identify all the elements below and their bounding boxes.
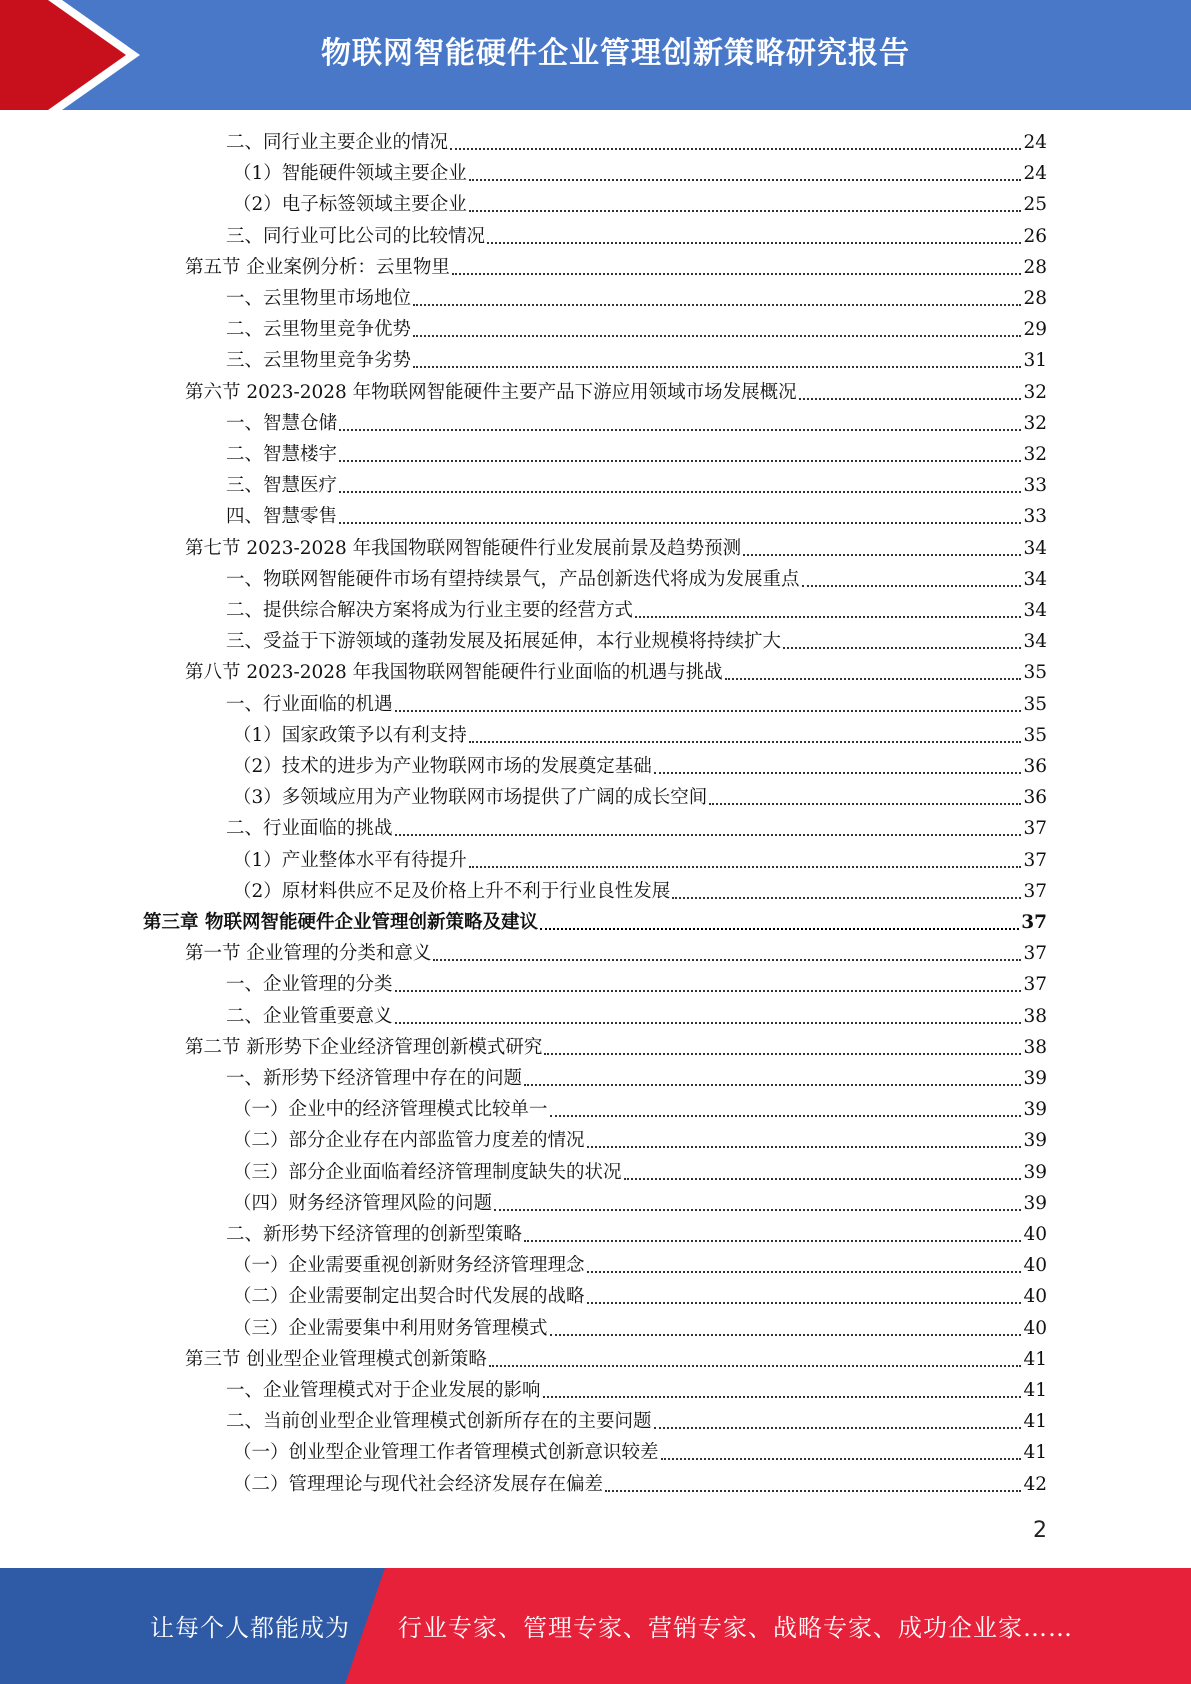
toc-leader-dots — [587, 1145, 1022, 1148]
toc-entry[interactable] — [226, 314, 1047, 345]
toc-entry-label: 一、企业管理的分类 — [226, 974, 393, 996]
toc-entry-label: 三、云里物里竞争劣势 — [226, 350, 412, 372]
toc-entry-label: 三、同行业可比公司的比较情况 — [226, 225, 486, 247]
toc-entry-page: 24 — [1023, 163, 1047, 185]
toc-entry-page: 34 — [1023, 537, 1047, 559]
toc-entry-page: 28 — [1023, 256, 1047, 278]
toc-entry-page: 33 — [1023, 506, 1047, 528]
toc-entry[interactable] — [226, 595, 1047, 626]
toc-leader-dots — [587, 1270, 1022, 1273]
toc-leader-dots — [544, 1052, 1021, 1055]
toc-leader-dots — [654, 771, 1022, 774]
toc-entry-label: （二）管理理论与现代社会经济发展存在偏差 — [233, 1473, 604, 1495]
toc-entry-label: （一）创业型企业管理工作者管理模式创新意识较差 — [233, 1442, 659, 1464]
toc-entry[interactable] — [185, 1344, 1047, 1375]
toc-entry-label: （四）财务经济管理风险的问题 — [233, 1192, 493, 1214]
toc-entry-page: 37 — [1023, 943, 1047, 965]
toc-entry[interactable] — [185, 1032, 1047, 1063]
toc-leader-dots — [413, 365, 1021, 368]
toc-entry[interactable] — [233, 1469, 1047, 1500]
toc-entry-label: （一）企业需要重视创新财务经济管理理念 — [233, 1255, 585, 1277]
toc-entry-label: 一、新形势下经济管理中存在的问题 — [226, 1068, 523, 1089]
toc-entry-label: 二、智慧楼宇 — [226, 444, 338, 465]
toc-entry[interactable] — [185, 533, 1047, 564]
toc-entry[interactable] — [233, 1125, 1047, 1156]
toc-entry-label: （3）多领域应用为产业物联网市场提供了广阔的成长空间 — [233, 787, 708, 809]
toc-entry-label: 一、企业管理模式对于企业发展的影响 — [226, 1380, 541, 1401]
toc-entry-label: 第三节 创业型企业管理模式创新策略 — [185, 1348, 487, 1370]
toc-leader-dots — [395, 1021, 1022, 1024]
toc-entry[interactable] — [233, 1437, 1047, 1468]
toc-entry-label: 二、当前创业型企业管理模式创新所存在的主要问题 — [226, 1411, 652, 1433]
page-number: 2 — [1033, 1518, 1047, 1543]
toc-entry-label: 二、企业管重要意义 — [226, 1005, 393, 1027]
toc-entry[interactable] — [226, 345, 1047, 376]
toc-entry[interactable] — [226, 689, 1047, 720]
toc-leader-dots — [413, 334, 1021, 337]
toc-entry-label: 第八节 2023-2028 年我国物联网智能硬件行业面临的机遇与挑战 — [185, 662, 723, 684]
toc-entry-page: 32 — [1023, 412, 1047, 434]
toc-entry[interactable] — [233, 1188, 1047, 1219]
toc-entry-label: （1）产业整体水平有待提升 — [233, 849, 467, 871]
report-title: 物联网智能硬件企业管理创新策略研究报告 — [321, 36, 910, 71]
toc-entry-page: 36 — [1023, 787, 1047, 809]
toc-entry-page: 35 — [1023, 724, 1047, 746]
toc-entry-label: 第三章 物联网智能硬件企业管理创新策略及建议 — [143, 912, 538, 933]
toc-entry-page: 41 — [1023, 1411, 1047, 1433]
page-footer — [0, 1568, 1191, 1684]
toc-entry[interactable] — [226, 564, 1047, 595]
toc-entry-page: 24 — [1023, 132, 1047, 153]
toc-leader-dots — [654, 1426, 1022, 1429]
toc-entry[interactable] — [233, 1094, 1047, 1125]
toc-entry-page: 34 — [1023, 568, 1047, 590]
toc-entry[interactable] — [226, 283, 1047, 314]
toc-entry-label: （2）电子标签领域主要企业 — [233, 194, 467, 216]
toc-entry-page: 37 — [1023, 880, 1047, 902]
toc-entry-page: 42 — [1023, 1473, 1047, 1495]
toc-entry[interactable] — [226, 501, 1047, 532]
toc-entry[interactable] — [143, 907, 1047, 938]
toc-entry[interactable] — [233, 1157, 1047, 1188]
toc-entry[interactable] — [185, 657, 1047, 688]
toc-entry[interactable] — [226, 1001, 1047, 1032]
toc-leader-dots — [783, 646, 1021, 649]
toc-entry-label: （1）国家政策予以有利支持 — [233, 724, 467, 746]
toc-leader-dots — [339, 459, 1021, 462]
toc-entry[interactable] — [226, 439, 1047, 470]
footer-slogan-left: 让每个人都能成为 — [150, 1614, 350, 1642]
toc-entry[interactable] — [226, 813, 1047, 844]
toc-entry[interactable] — [233, 751, 1047, 782]
toc-leader-dots — [661, 1457, 1022, 1460]
toc-leader-dots — [543, 1395, 1022, 1398]
toc-entry[interactable] — [233, 1250, 1047, 1281]
toc-entry-page: 40 — [1023, 1286, 1047, 1308]
toc-entry-label: 一、物联网智能硬件市场有望持续景气，产品创新迭代将成为发展重点 — [226, 568, 800, 590]
toc-entry-label: 一、智慧仓储 — [226, 412, 338, 434]
toc-entry-page: 39 — [1023, 1099, 1047, 1121]
toc-entry-page: 41 — [1023, 1348, 1047, 1370]
toc-entry[interactable] — [226, 626, 1047, 657]
toc-leader-dots — [450, 147, 1021, 150]
toc-leader-dots — [524, 1083, 1021, 1086]
toc-entry[interactable] — [185, 252, 1047, 283]
toc-leader-dots — [395, 709, 1022, 712]
toc-entry-label: （三）部分企业面临着经济管理制度缺失的状况 — [233, 1161, 622, 1183]
toc-entry-page: 32 — [1023, 381, 1047, 403]
toc-entry[interactable] — [226, 408, 1047, 439]
toc-entry[interactable] — [233, 189, 1047, 220]
toc-entry-label: （2）原材料供应不足及价格上升不利于行业良性发展 — [233, 880, 671, 902]
toc-entry-label: 二、云里物里竞争优势 — [226, 319, 412, 341]
toc-entry[interactable] — [233, 1281, 1047, 1312]
toc-entry-page: 37 — [1023, 818, 1047, 840]
toc-entry-page: 34 — [1023, 600, 1047, 621]
toc-entry[interactable] — [233, 720, 1047, 751]
toc-entry-label: （2）技术的进步为产业物联网市场的发展奠定基础 — [233, 756, 652, 777]
toc-entry-label: 一、云里物里市场地位 — [226, 288, 412, 309]
toc-leader-dots — [743, 553, 1021, 556]
toc-leader-dots — [469, 178, 1022, 181]
toc-entry-page: 40 — [1023, 1224, 1047, 1245]
toc-leader-dots — [339, 521, 1021, 524]
toc-leader-dots — [672, 896, 1021, 899]
toc-entry-label: 四、智慧零售 — [226, 506, 338, 528]
toc-entry[interactable] — [185, 938, 1047, 969]
toc-entry-page: 35 — [1023, 693, 1047, 715]
toc-entry-page: 26 — [1023, 225, 1047, 247]
toc-entry-label: 第一节 企业管理的分类和意义 — [185, 943, 432, 965]
toc-entry-label: 第五节 企业案例分析：云里物里 — [185, 256, 450, 278]
footer-slogan-right: 行业专家、管理专家、营销专家、战略专家、成功企业家…… — [398, 1614, 1073, 1642]
toc-entry-page: 38 — [1023, 1005, 1047, 1027]
toc-entry-page: 32 — [1023, 444, 1047, 465]
toc-leader-dots — [339, 428, 1021, 431]
toc-leader-dots — [550, 1114, 1022, 1117]
toc-leader-dots — [587, 1301, 1022, 1304]
toc-entry-page: 36 — [1023, 756, 1047, 777]
toc-entry[interactable] — [226, 1219, 1047, 1250]
toc-leader-dots — [395, 989, 1022, 992]
page-header — [0, 0, 1191, 110]
toc-entry[interactable] — [233, 158, 1047, 189]
toc-entry-label: （1）智能硬件领域主要企业 — [233, 163, 467, 185]
toc-leader-dots — [524, 1239, 1021, 1242]
toc-leader-dots — [469, 209, 1022, 212]
toc-entry[interactable] — [233, 876, 1047, 907]
toc-entry-page: 29 — [1023, 319, 1047, 341]
toc-entry-page: 38 — [1023, 1036, 1047, 1058]
toc-entry-page: 33 — [1023, 475, 1047, 497]
toc-leader-dots — [452, 272, 1022, 275]
toc-entry-label: 三、智慧医疗 — [226, 475, 338, 497]
toc-entry-page: 39 — [1023, 1130, 1047, 1152]
toc-entry[interactable] — [185, 377, 1047, 408]
toc-entry-label: 三、受益于下游领域的蓬勃发展及拓展延伸，本行业规模将持续扩大 — [226, 631, 782, 653]
toc-entry-label: 第六节 2023-2028 年物联网智能硬件主要产品下游应用领域市场发展概况 — [185, 381, 797, 403]
toc-entry-page: 31 — [1023, 350, 1047, 372]
toc-entry-label: 第七节 2023-2028 年我国物联网智能硬件行业发展前景及趋势预测 — [185, 537, 742, 559]
toc-entry[interactable] — [233, 782, 1047, 813]
toc-entry-label: 二、同行业主要企业的情况 — [226, 132, 449, 153]
toc-entry[interactable] — [226, 1406, 1047, 1437]
toc-leader-dots — [469, 740, 1022, 743]
toc-entry-page: 40 — [1023, 1255, 1047, 1277]
toc-leader-dots — [802, 584, 1022, 587]
toc-leader-dots — [494, 1208, 1021, 1211]
toc-leader-dots — [799, 397, 1022, 400]
toc-leader-dots — [605, 1489, 1021, 1492]
toc-leader-dots — [469, 865, 1022, 868]
toc-leader-dots — [540, 927, 1019, 930]
header-red-arrow-logo — [0, 0, 150, 110]
toc-entry-label: （二）企业需要制定出契合时代发展的战略 — [233, 1286, 585, 1308]
toc-entry-page: 35 — [1023, 662, 1047, 684]
toc-leader-dots — [635, 615, 1021, 618]
toc-entry-page: 39 — [1023, 1068, 1047, 1089]
toc-entry-page: 39 — [1023, 1161, 1047, 1183]
toc-entry-page: 41 — [1023, 1442, 1047, 1464]
toc-entry-page: 37 — [1021, 912, 1047, 933]
toc-entry-label: （一）企业中的经济管理模式比较单一 — [233, 1099, 548, 1121]
toc-entry-page: 37 — [1023, 849, 1047, 871]
toc-leader-dots — [709, 802, 1021, 805]
toc-leader-dots — [395, 833, 1022, 836]
toc-entry[interactable] — [233, 1313, 1047, 1344]
toc-entry[interactable] — [226, 969, 1047, 1000]
toc-entry-page: 34 — [1023, 631, 1047, 653]
toc-leader-dots — [725, 677, 1022, 680]
toc-entry[interactable] — [226, 127, 1047, 158]
toc-entry-page: 40 — [1023, 1317, 1047, 1339]
toc-entry-label: 一、行业面临的机遇 — [226, 693, 393, 715]
toc-entry[interactable] — [226, 221, 1047, 252]
toc-leader-dots — [550, 1333, 1022, 1336]
toc-entry-label: 第二节 新形势下企业经济管理创新模式研究 — [185, 1036, 543, 1058]
toc-entry[interactable] — [226, 1063, 1047, 1094]
toc-leader-dots — [433, 958, 1021, 961]
toc-entry[interactable] — [226, 470, 1047, 501]
toc-entry-label: 二、提供综合解决方案将成为行业主要的经营方式 — [226, 600, 634, 621]
toc-leader-dots — [487, 241, 1021, 244]
toc-entry-page: 28 — [1023, 288, 1047, 309]
toc-entry[interactable] — [233, 845, 1047, 876]
toc-entry-label: 二、新形势下经济管理的创新型策略 — [226, 1224, 523, 1245]
toc-leader-dots — [489, 1364, 1022, 1367]
toc-leader-dots — [339, 490, 1021, 493]
toc-entry-label: （二）部分企业存在内部监管力度差的情况 — [233, 1130, 585, 1152]
toc-entry-page: 41 — [1023, 1380, 1047, 1401]
toc-leader-dots — [624, 1177, 1022, 1180]
toc-entry-page: 37 — [1023, 974, 1047, 996]
toc-leader-dots — [413, 303, 1021, 306]
toc-entry-page: 25 — [1023, 194, 1047, 216]
toc-entry[interactable] — [226, 1375, 1047, 1406]
toc-entry-label: （三）企业需要集中利用财务管理模式 — [233, 1317, 548, 1339]
toc-entry-page: 39 — [1023, 1192, 1047, 1214]
toc-entry-label: 二、行业面临的挑战 — [226, 818, 393, 840]
